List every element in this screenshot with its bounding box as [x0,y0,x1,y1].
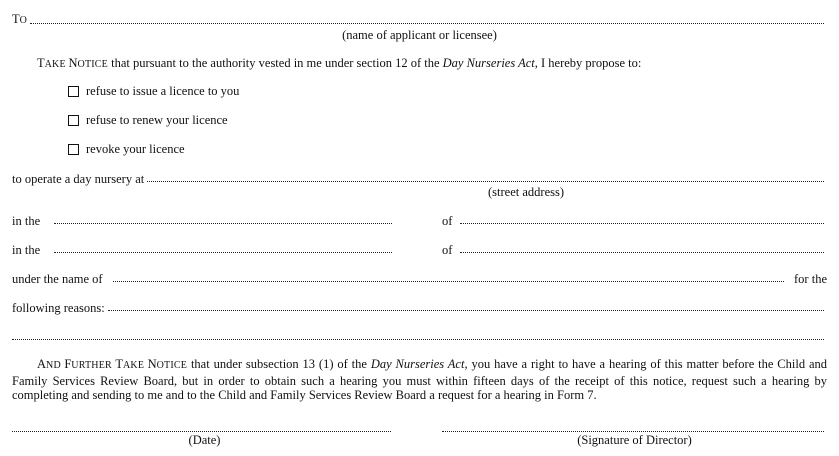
reasons-field-2[interactable] [12,339,824,340]
of-field-1[interactable] [460,223,824,224]
to-label: TO [12,12,28,26]
checkbox-icon[interactable] [68,144,79,155]
in-the-row-2-right: of [442,241,827,257]
nursery-name-field[interactable] [113,281,784,282]
act-name: Day Nurseries Act [442,56,535,70]
applicant-name-field[interactable] [30,23,824,24]
in-the-field-2[interactable] [54,252,392,253]
to-line [12,12,827,28]
of-field-2[interactable] [460,252,824,253]
applicant-caption: (name of applicant or licensee) [342,28,497,42]
name-line: under the name of for the [12,272,827,286]
signature-field[interactable] [442,431,824,432]
option-refuse-renew[interactable]: refuse to renew your licence [68,113,228,127]
reasons-line-2 [12,328,827,344]
operate-label: to operate a day nursery at [12,172,145,186]
date-field[interactable] [12,431,391,432]
date-caption: (Date) [188,433,221,447]
operate-line [12,170,827,186]
reasons-field-1[interactable] [108,310,824,311]
street-address-field[interactable] [147,181,824,182]
in-the-field-1[interactable] [54,223,392,224]
further-notice-paragraph: AND FURTHER TAKE NOTICE that under subsection 13 (1) of the Day Nurseries Act, you have a right to have a hearing of this matter before the Child and Family Services Review Board, but in order to obtain such a hearing you must within fifteen days of the receipt of this notice, request such a hearing by completing and sending to me and to the Child and Family Services Review Board a request for a hearing in Form 7. [12,357,827,402]
option-refuse-issue[interactable]: refuse to issue a licence to you [68,84,239,98]
in-the-row-1-left: in the [12,212,395,228]
reasons-line: following reasons: [12,299,827,315]
checkbox-icon[interactable] [68,86,79,97]
street-address-caption: (street address) [488,185,565,199]
take-notice-paragraph: TAKE NOTICE that pursuant to the authority vested in me under section 12 of the Day Nurseries Act, I hereby propose to: [37,56,642,70]
checkbox-icon[interactable] [68,115,79,126]
in-the-row-2-left: in the [12,241,395,257]
signature-caption: (Signature of Director) [577,433,692,447]
in-the-row-1-right: of [442,212,827,228]
option-revoke[interactable]: revoke your licence [68,142,185,156]
